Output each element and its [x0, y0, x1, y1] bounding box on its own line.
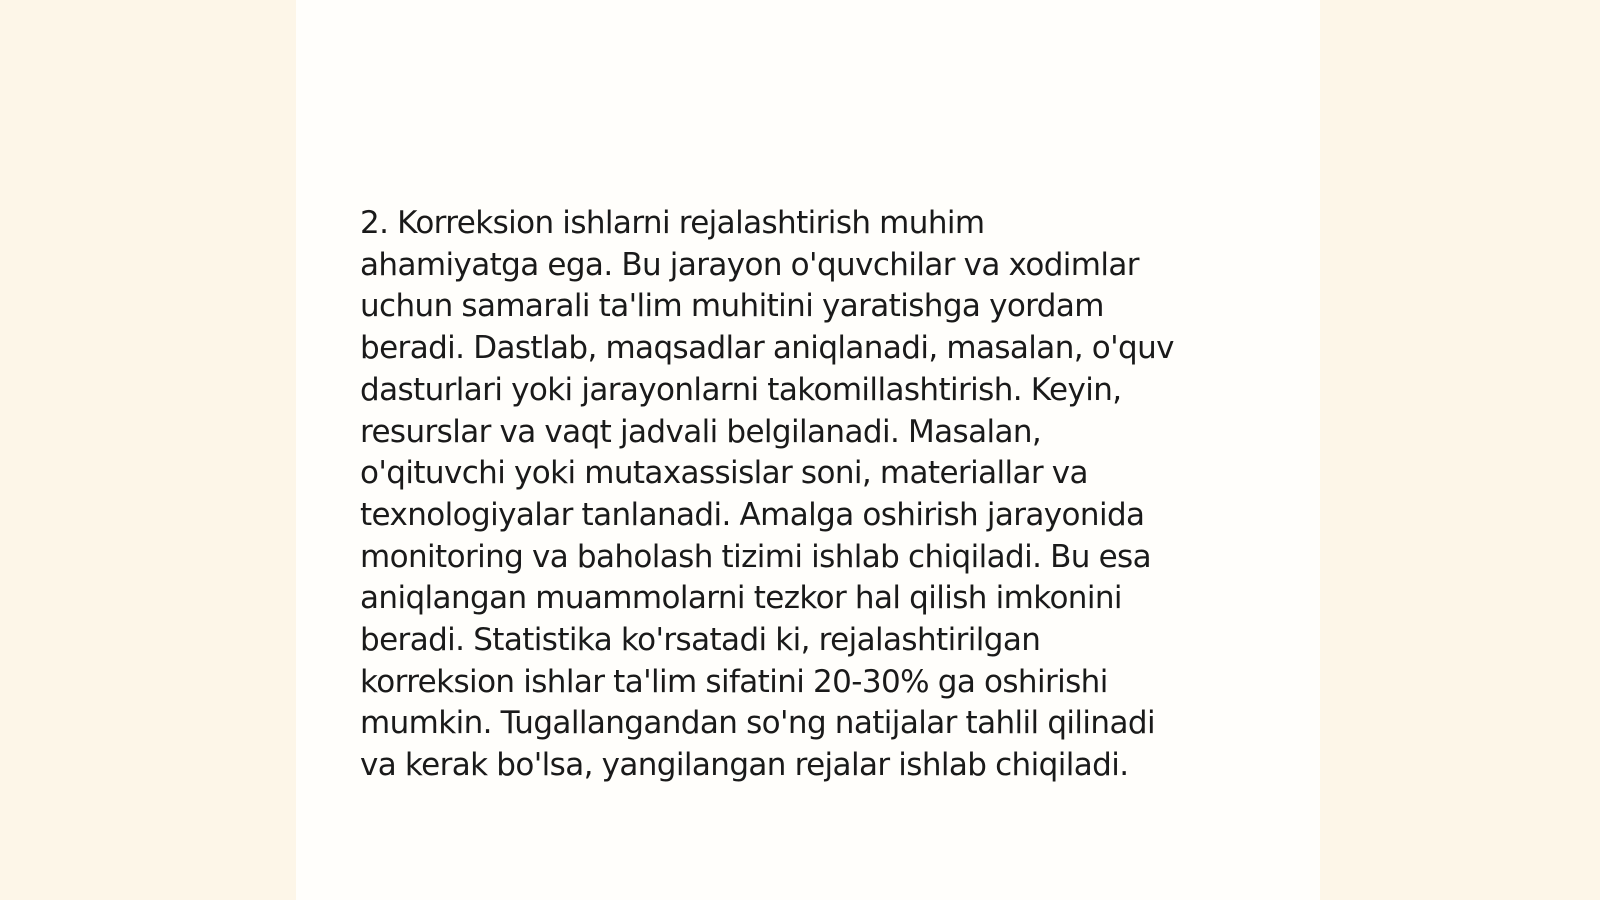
text-line: aniqlangan muammolarni tezkor hal qilish imkonini — [360, 580, 1122, 617]
text-line: 2. Korreksion ishlarni rejalashtirish muhim — [360, 205, 985, 241]
text-line: o'qituvchi yoki mutaxassislar soni, materiallar va — [360, 455, 1088, 492]
text-line: beradi. Statistika ko'rsatadi ki, rejalashtirilgan — [360, 622, 1041, 659]
text-line: resurslar va vaqt jadvali belgilanadi. Masalan, — [360, 413, 1042, 450]
text-line: texnologiyalar tanlanadi. Amalga oshirish jarayonida — [360, 496, 1145, 533]
text-line: korreksion ishlar ta'lim sifatini 20-30% ga oshirishi — [360, 663, 1108, 700]
text-line: dasturlari yoki jarayonlarni takomillashtirish. Keyin, — [360, 371, 1122, 408]
slide-body-text — [360, 203, 1260, 787]
text-line: monitoring va baholash tizimi ishlab chiqiladi. Bu esa — [360, 538, 1151, 575]
text-line: beradi. Dastlab, maqsadlar aniqlanadi, masalan, o'quv — [360, 330, 1174, 367]
text-line: ahamiyatga ega. Bu jarayon o'quvchilar va xodimlar — [360, 246, 1139, 283]
slide — [296, 0, 1320, 900]
text-line: uchun samarali ta'lim muhitini yaratishga yordam — [360, 288, 1104, 325]
text-line: va kerak bo'lsa, yangilangan rejalar ishlab chiqiladi. — [360, 747, 1129, 784]
text-line: mumkin. Tugallangandan so'ng natijalar tahlil qilinadi — [360, 705, 1155, 742]
